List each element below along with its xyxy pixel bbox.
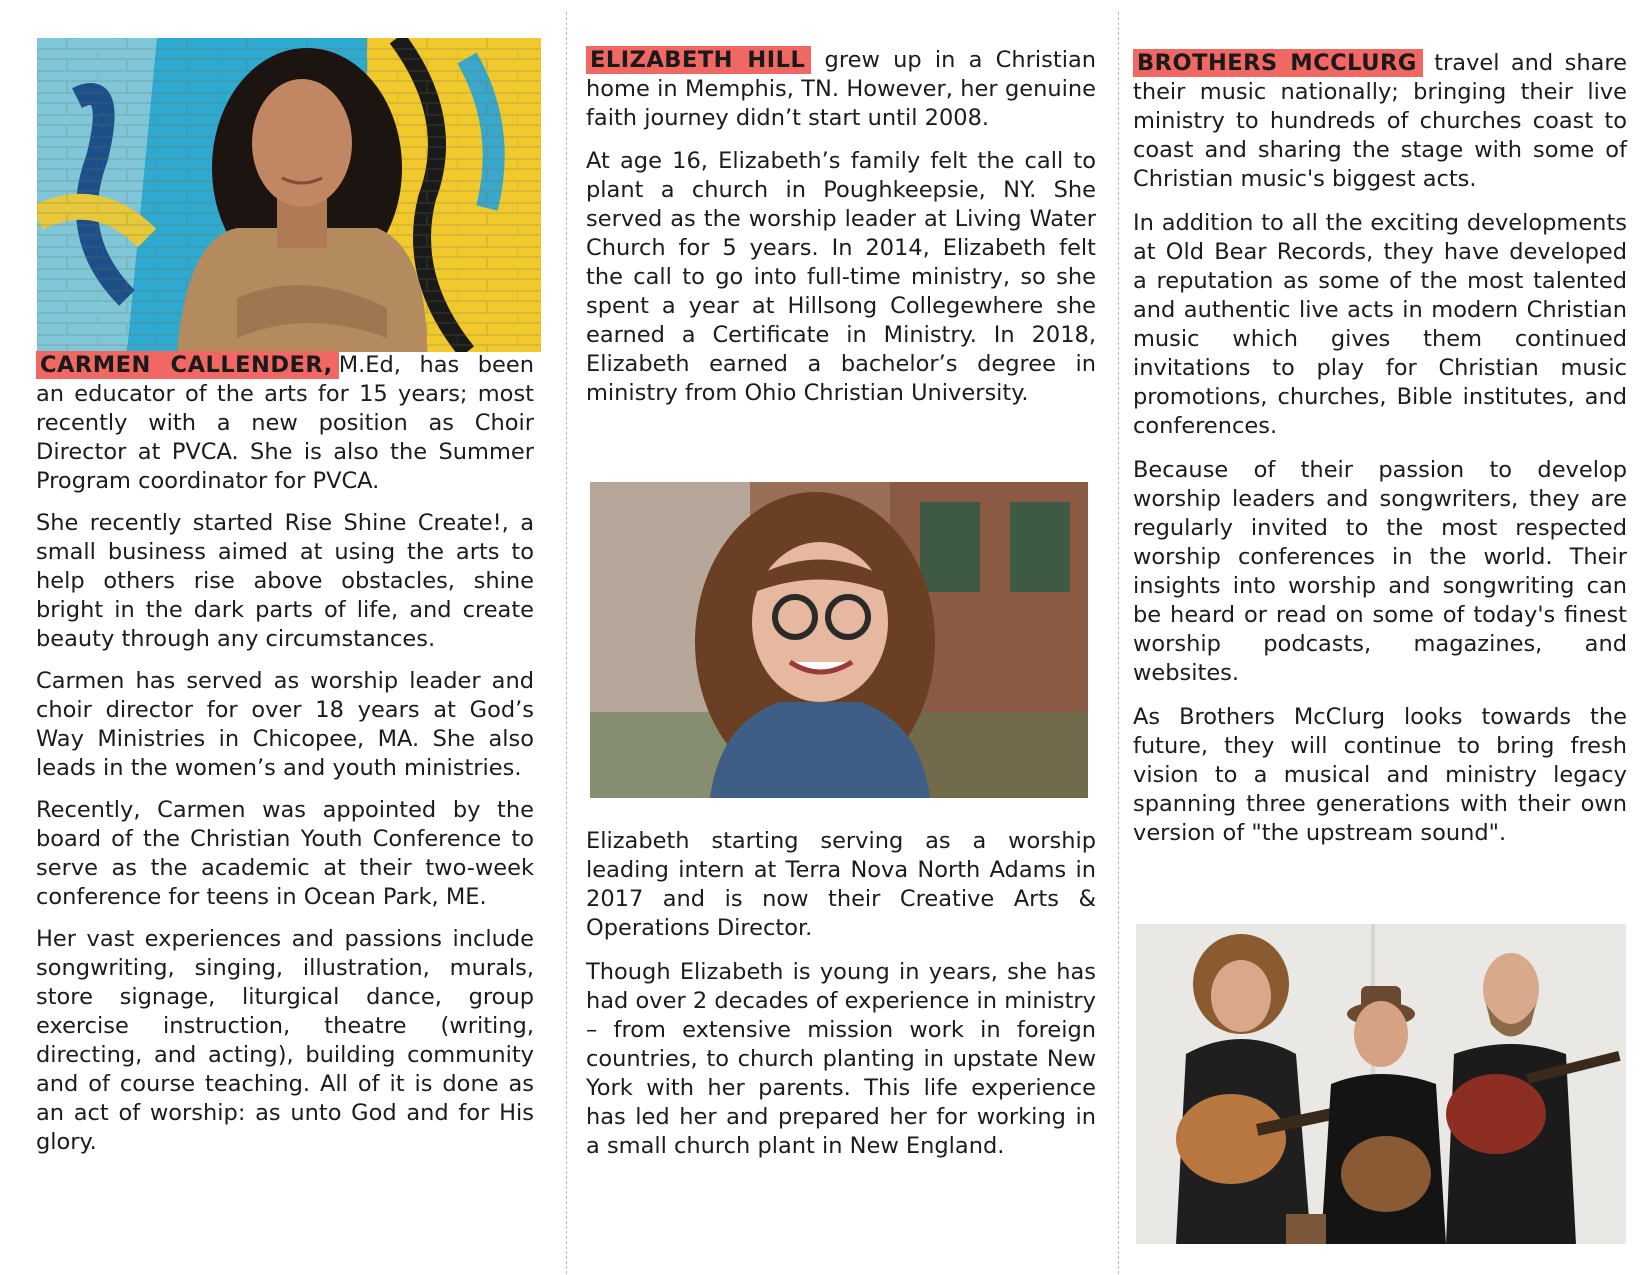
brothers-name-highlight: BROTHERS MCCLURG — [1133, 49, 1423, 77]
carmen-photo — [37, 38, 541, 352]
brothers-intro-paragraph — [1133, 49, 1627, 194]
carmen-paragraph-5: Her vast experiences and passions include songwriting, singing, illustration, murals, store signage, liturgical dance, group exercise instruction, theatre (writing, directing, and acting), building community and of course teaching. All of it is done as an act of worship: as unto God and for His glory. — [36, 926, 534, 1155]
brothers-intro-text: travel and share their music nationally; bringing their live ministry to hundreds of churches coast to coast and sharing the stage with some of Christian music's biggest acts. — [1133, 50, 1627, 192]
brothers-paragraph-3: Because of their passion to develop worship leaders and songwriters, they are regularly invited to the most respected worship conferences in the world. Their insights into worship and songwriting can be heard or read on some of today's finest worship podcasts, magazines, and websites. — [1133, 457, 1627, 686]
carmen-intro-paragraph — [36, 351, 534, 496]
brothers-photo — [1136, 924, 1626, 1244]
elizabeth-paragraph-2: At age 16, Elizabeth’s family felt the call to plant a church in Poughkeepsie, NY. She served as the worship leader at Living Water Church for 5 years. In 2014, Elizabeth felt the call to go into full-time ministry, so she spent a year at Hillsong Collegewhere she earned a Certificate in Ministry. In 2018, Elizabeth earned a bachelor’s degree in ministry from Ohio Christian University. — [586, 148, 1096, 406]
elizabeth-intro-paragraph — [586, 46, 1096, 133]
carmen-paragraph-2: She recently started Rise Shine Create!, a small business aimed at using the arts to help others rise above obstacles, shine bright in the dark parts of life, and create beauty through any circumstances. — [36, 510, 534, 652]
brothers-paragraph-2: In addition to all the exciting developments at Old Bear Records, they have developed a reputation as some of the most talented and authentic live acts in modern Christian music which gives them continued invitations to play for Christian music promotions, churches, Bible institutes, and conferences. — [1133, 210, 1627, 439]
carmen-paragraph-4: Recently, Carmen was appointed by the board of the Christian Youth Conference to serve as the academic at their two-week conference for teens in Ocean Park, ME. — [36, 797, 534, 910]
elizabeth-paragraph-4: Though Elizabeth is young in years, she has had over 2 decades of experience in ministry – from extensive mission work in foreign countries, to church planting in upstate New York with her parents. This life experience has led her and prepared her for working in a small church plant in New England. — [586, 959, 1096, 1159]
elizabeth-paragraph-3: Elizabeth starting serving as a worship leading intern at Terra Nova North Adams in 2017 and is now their Creative Arts & Operations Director. — [586, 828, 1096, 941]
carmen-name-highlight: CARMEN CALLENDER, — [36, 351, 339, 379]
carmen-bio — [36, 351, 534, 1157]
elizabeth-bio-bottom — [586, 827, 1096, 1161]
column-divider-right — [1118, 12, 1119, 1274]
carmen-paragraph-3: Carmen has served as worship leader and choir director for over 18 years at God’s Way Ministries in Chicopee, MA. She also leads in the women’s and youth ministries. — [36, 668, 534, 781]
elizabeth-photo — [590, 482, 1088, 798]
elizabeth-name-highlight: ELIZABETH HILL — [586, 46, 811, 74]
brothers-bio — [1133, 49, 1627, 848]
brothers-paragraph-4: As Brothers McClurg looks towards the future, they will continue to bring fresh vision to a musical and ministry legacy spanning three generations with their own version of "the upstream sound". — [1133, 704, 1627, 846]
column-divider-left — [566, 12, 567, 1274]
carmen-intro-text: M.Ed, has been an educator of the arts for 15 years; most recently with a new position as Choir Director at PVCA. She is also the Summer Program coordinator for PVCA. — [36, 352, 534, 494]
elizabeth-bio-top — [586, 46, 1096, 408]
elizabeth-intro-text: grew up in a Christian home in Memphis, TN. However, her genuine faith journey didn’t start until 2008. — [586, 47, 1096, 131]
